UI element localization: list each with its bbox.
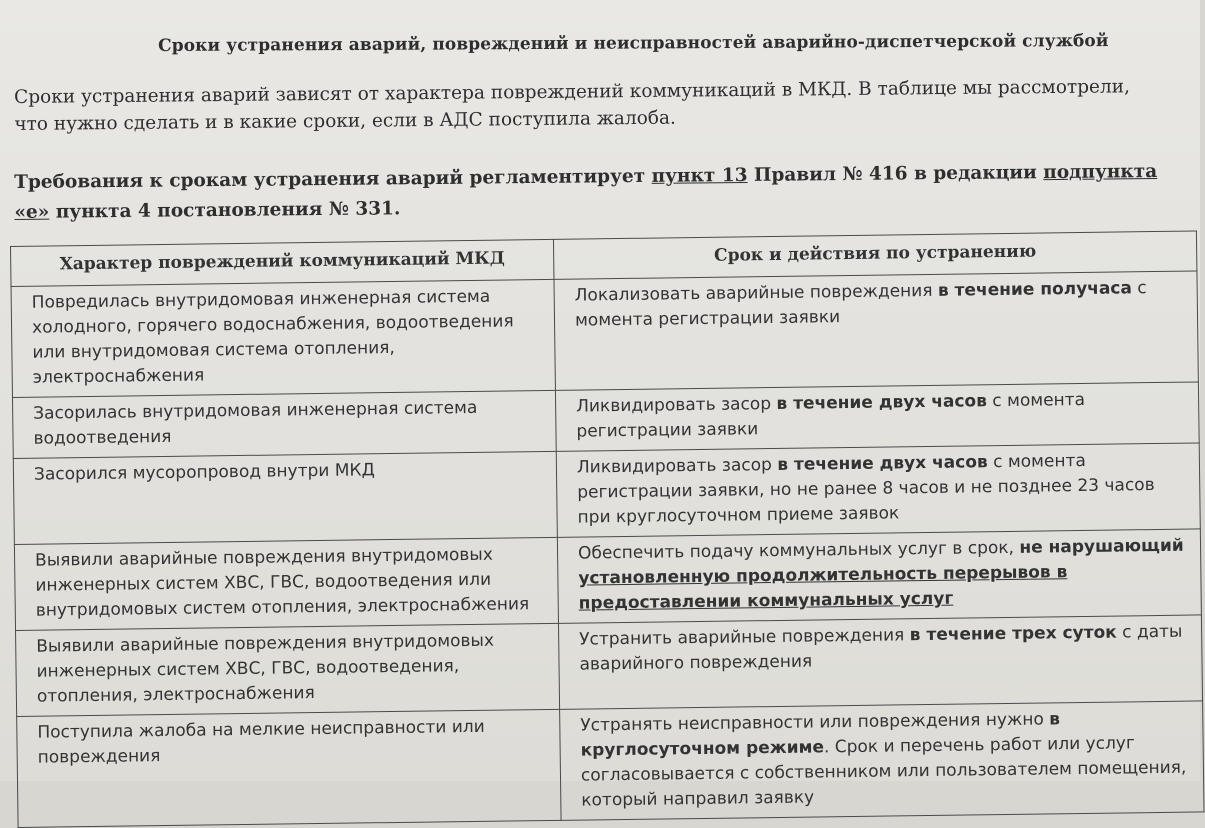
header-deadline-actions: Срок и действия по устранению — [553, 231, 1196, 279]
damage-cell: Выявили аварийные повреждения внутридомовых инженерных систем ХВС, ГВС, водоотведения или внутридомовых систем отопления, электроснабжения — [14, 537, 558, 630]
document-title: Сроки устранения аварий, повреждений и неисправностей аварийно-диспетчерской службой — [158, 31, 1058, 56]
requirements-text-1: Требования к срокам устранения аварий регламентирует — [14, 166, 652, 193]
action-text: Устранить аварийные повреждения — [579, 625, 910, 649]
action-cell — [554, 271, 1198, 390]
action-text: Ликвидировать засор — [576, 394, 777, 417]
action-text: с момента регистрации заявки — [575, 278, 1147, 330]
deadlines-table — [10, 230, 1205, 827]
action-deadline: в течение трех суток — [910, 623, 1117, 646]
damage-cell: Засорился мусоропровод внутри МКД — [13, 451, 557, 544]
action-text: с даты аварийного повреждения — [579, 622, 1182, 675]
damage-cell: Выявили аварийные повреждения внутридомовых инженерных систем ХВС, ГВС, водоотведения, отопления, электроснабжения — [16, 623, 560, 716]
requirements-text-3: пункта 4 постановления № 331. — [49, 198, 400, 222]
table-row — [13, 443, 1200, 545]
deadlines-table-wrapper — [10, 230, 1204, 827]
action-deadline: в течение получаса — [938, 278, 1132, 301]
table-row — [16, 615, 1203, 717]
action-text: Ликвидировать засор — [577, 455, 778, 478]
action-text: Локализовать аварийные повреждения — [575, 281, 938, 306]
action-deadline: не нарушающий — [1019, 536, 1184, 558]
action-cell — [558, 615, 1202, 709]
link-podpunkt-e[interactable]: подпункта «е» — [14, 161, 1157, 223]
action-text: с момента регистрации заявки — [576, 390, 1085, 442]
action-deadline: в течение двух часов — [776, 391, 987, 414]
requirements-paragraph — [14, 157, 1175, 228]
action-text: Устранять неисправности или повреждения нужно — [580, 709, 1049, 735]
action-cell — [556, 443, 1200, 537]
link-punkt-13[interactable]: пункт 13 — [651, 165, 747, 187]
action-text: с момента регистрации заявки, но не ранее 8 часов и не позднее 23 часов при круглосуточном приеме заявок — [577, 451, 1155, 528]
table-row — [14, 529, 1201, 631]
table-row — [11, 271, 1198, 398]
action-deadline-link[interactable]: установленную продолжительность перерывов в предоставлении коммунальных услуг — [578, 562, 1067, 613]
intro-paragraph: Сроки устранения аварий зависят от характера повреждений коммуникаций в МКД. В таблице мы рассмотрели, что нужно сделать и в какие сроки, если в АДС поступила жалоба. — [14, 73, 1164, 138]
action-deadline: в круглосуточном режиме — [581, 709, 1061, 760]
action-text: . Срок и перечень работ или услуг согласовывается с собственником или пользователем помещения, который направил заявку — [581, 733, 1187, 810]
action-cell — [557, 529, 1201, 623]
damage-cell: Поступила жалоба на мелкие неисправности или повреждения — [17, 709, 561, 827]
header-damage-type: Характер повреждений коммуникаций МКД — [11, 239, 554, 286]
damage-cell: Повредилась внутридомовая инженерная система холодного, горячего водоснабжения, водоотведения или внутридомовая система отопления, электроснабжения — [11, 279, 555, 397]
action-cell — [555, 382, 1199, 451]
action-deadline: в течение двух часов — [777, 452, 988, 475]
requirements-text-2: Правил № 416 в редакции — [747, 162, 1043, 186]
table-row — [17, 701, 1204, 828]
action-text: Обеспечить подачу коммунальных услуг в срок, — [578, 538, 1020, 564]
damage-cell: Засорилась внутридомовая инженерная система водоотведения — [12, 390, 556, 458]
action-cell — [560, 701, 1204, 820]
